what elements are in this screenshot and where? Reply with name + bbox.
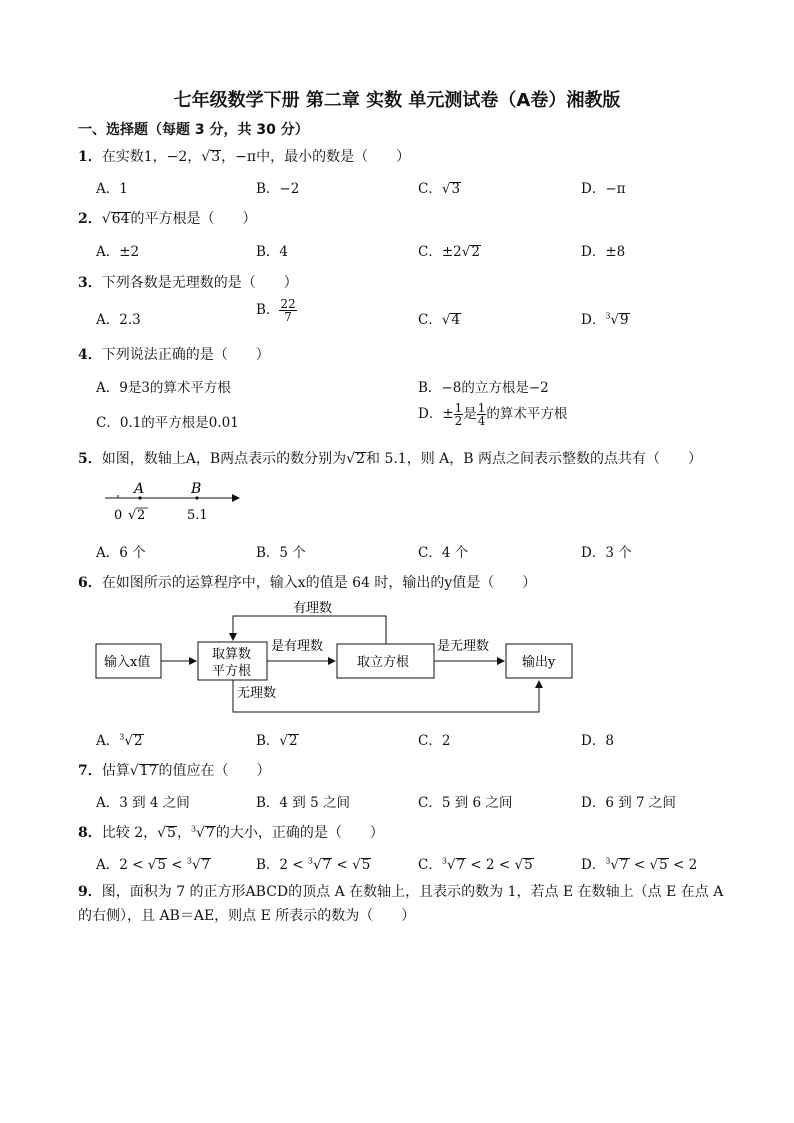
option-c[interactable]: C．4 个 xyxy=(418,545,469,561)
question-4 xyxy=(78,344,270,364)
option-label: D． xyxy=(581,857,606,873)
option-d[interactable]: D．8 xyxy=(581,733,614,749)
cbrt-label: 取立方根 xyxy=(357,655,410,670)
question-9 xyxy=(78,880,733,928)
option-text: 是 xyxy=(463,406,477,422)
page-title: 七年级数学下册 第二章 实数 单元测试卷（A卷）湘教版 xyxy=(173,90,621,111)
question-text: 下列各数是无理数的是（ ） xyxy=(101,275,298,291)
radicand: 2 xyxy=(471,244,480,260)
question-text: 的大小，正确的是（ ） xyxy=(215,825,384,841)
question-text: 的平方根是（ ） xyxy=(130,211,257,227)
option-label: D． xyxy=(581,312,606,328)
question-text: ，−π中，最小的数是（ ） xyxy=(221,149,411,165)
radicand: 3 xyxy=(451,181,461,197)
question-number: 6． xyxy=(78,575,102,591)
root-index: 3 xyxy=(441,856,447,866)
option-label: A．2 < xyxy=(96,857,144,873)
numerator: 22 xyxy=(280,297,296,311)
sqrt-label-line1: 取算数 xyxy=(212,647,252,662)
radicand: 4 xyxy=(451,312,461,328)
option-b[interactable]: B．−8的立方根是−2 xyxy=(418,380,549,396)
option-d[interactable]: D．$^3$√9 xyxy=(581,311,629,328)
question-number: 5． xyxy=(78,451,102,467)
question-5: 5．如图，数轴上A，B两点表示的数分别为√2和 5.1，则 A，B 两点之间表示整数的点共有（ ） xyxy=(78,451,703,467)
option-c[interactable]: C．$^3$√7 < 2 < √5 xyxy=(418,856,533,873)
option-b[interactable]: B．4 xyxy=(256,244,289,260)
option-label: B． xyxy=(256,733,280,749)
irrational-branch-label: 是无理数 xyxy=(437,639,490,654)
root-index: 3 xyxy=(186,856,192,866)
option-c[interactable]: C．5 到 6 之间 xyxy=(418,795,513,811)
radicand: 7 xyxy=(201,857,211,873)
radicand: 2 xyxy=(133,733,143,749)
rational-branch-label: 是有理数 xyxy=(271,639,324,654)
radicand: 9 xyxy=(620,312,629,328)
root-index: 3 xyxy=(605,311,611,321)
axis-arrow xyxy=(232,494,240,502)
question-3 xyxy=(78,272,298,292)
question-number: 9． xyxy=(78,884,102,900)
number-line-figure xyxy=(100,478,250,528)
question-text: 比较 2， xyxy=(101,825,158,841)
sqrt-sign: √ xyxy=(128,508,137,523)
sqrt-label-line2: 平方根 xyxy=(212,664,252,679)
option-d[interactable]: D．$^3$√7 < √5 < 2 xyxy=(581,856,698,873)
question-number: 2． xyxy=(78,211,102,227)
option-c[interactable]: C．√3 xyxy=(418,181,461,197)
option-b[interactable]: B．5 个 xyxy=(256,545,306,561)
option-label: D．± xyxy=(418,406,454,422)
question-text: 如图，数轴上A，B两点表示的数分别为 xyxy=(101,451,347,467)
option-label: C．±2 xyxy=(418,244,462,260)
question-1: 1．在实数1，−2，√3，−π中，最小的数是（ ） xyxy=(78,149,411,165)
root-index: 3 xyxy=(307,856,314,866)
option-label: A． xyxy=(96,733,120,749)
denominator: 4 xyxy=(477,414,486,428)
option-a[interactable]: A．2.3 xyxy=(96,312,141,328)
question-text: ， xyxy=(176,825,191,841)
radicand: 5 xyxy=(361,857,371,873)
radicand: 64 xyxy=(111,211,130,227)
question-text: 在实数 xyxy=(101,149,144,165)
option-d[interactable]: D．3 个 xyxy=(581,545,632,561)
radicand: 7 xyxy=(322,857,332,873)
option-c[interactable]: C．2 xyxy=(418,733,451,749)
question-number: 3． xyxy=(78,275,102,291)
option-text: 的算术平方根 xyxy=(486,406,568,422)
question-number: 1． xyxy=(78,149,102,165)
option-c[interactable]: C．0.1的平方根是0.01 xyxy=(96,415,239,431)
option-a[interactable]: A．2 < √5 < $^3$√7 xyxy=(96,856,211,873)
option-d[interactable]: D．±8 xyxy=(581,244,626,260)
radicand: 7 xyxy=(205,825,215,841)
fraction xyxy=(279,298,296,323)
label-a: A xyxy=(134,481,145,497)
option-b[interactable]: B．−2 xyxy=(256,181,300,197)
option-a[interactable]: A．9是3的算术平方根 xyxy=(96,380,231,396)
option-d[interactable]: D．6 到 7 之间 xyxy=(581,795,676,811)
question-6 xyxy=(78,572,536,592)
option-label: C． xyxy=(418,312,442,328)
option-a[interactable]: A．3 到 4 之间 xyxy=(96,795,190,811)
bypass-label: 无理数 xyxy=(237,686,277,701)
option-b[interactable]: B．4 到 5 之间 xyxy=(256,795,350,811)
radicand: 2 xyxy=(289,733,298,749)
option-b[interactable]: B．2 < $^3$√7 < √5 xyxy=(256,856,371,873)
option-d[interactable] xyxy=(418,402,567,427)
input-label: 输入x值 xyxy=(104,655,151,670)
label-zero: 0 xyxy=(114,508,123,523)
bypass-arrow xyxy=(233,680,539,712)
loop-label: 有理数 xyxy=(293,601,333,616)
option-a[interactable]: A．6 个 xyxy=(96,545,146,561)
option-label: B． xyxy=(256,302,280,318)
option-a[interactable]: A．±2 xyxy=(96,244,140,260)
radicand: 3 xyxy=(211,149,221,165)
question-8: 8．比较 2，√5，$^3$√7的大小，正确的是（ ） xyxy=(78,824,384,841)
question-text: 估算 xyxy=(101,763,130,779)
question-text: 下列说法正确的是（ ） xyxy=(101,347,270,363)
output-label: 输出y xyxy=(522,655,556,670)
question-text: 图，面积为 7 的正方形ABCD的顶点 A 在数轴上，且表示的数为 1，若点 E 在数轴上（点 E 在点 A 的右侧），且 AB＝AE，则点 E 所表示的数为（ ） xyxy=(78,884,724,924)
numerator: 1 xyxy=(477,401,486,415)
fraction xyxy=(477,402,487,427)
section-heading: 一、选择题（每题 3 分，共 30 分） xyxy=(78,122,309,138)
option-label: C． xyxy=(418,857,442,873)
question-2: 2．√64的平方根是（ ） xyxy=(78,211,257,227)
denominator: 7 xyxy=(284,310,292,324)
option-label: B．2 < xyxy=(256,857,304,873)
radicand: 5 xyxy=(524,857,533,873)
option-b[interactable]: B．√2 xyxy=(256,733,298,749)
root-index: 3 xyxy=(119,732,125,742)
option-b[interactable] xyxy=(256,298,297,323)
fraction xyxy=(454,402,464,427)
flowchart-figure xyxy=(90,600,590,722)
question-number: 8． xyxy=(78,825,102,841)
radicand: 2 xyxy=(356,451,365,467)
label-b: B xyxy=(191,481,202,497)
question-text: 和 5.1，则 A，B 两点之间表示整数的点共有（ ） xyxy=(366,451,703,467)
radicand: 7 xyxy=(620,857,629,873)
label-sqrt2: 2 xyxy=(137,508,146,523)
option-a[interactable]: A．1 xyxy=(96,181,128,197)
radicand: 5 xyxy=(167,825,176,841)
option-a[interactable]: A．$^3$√2 xyxy=(96,732,143,749)
option-d[interactable]: D．−π xyxy=(581,181,626,197)
question-7: 7．估算√17的值应在（ ） xyxy=(78,763,271,779)
question-text: 的值应在（ ） xyxy=(158,763,271,779)
option-c[interactable]: C．√4 xyxy=(418,312,461,328)
question-number: 4． xyxy=(78,347,102,363)
root-index: 3 xyxy=(190,824,197,834)
radicand: 5 xyxy=(157,857,166,873)
radicand: 7 xyxy=(456,857,466,873)
option-c[interactable]: C．±2√2 xyxy=(418,244,480,260)
question-number: 7． xyxy=(78,763,102,779)
radicand: 17 xyxy=(139,763,158,779)
question-text: 在如图所示的运算程序中，输入x的值是 64 时，输出的y值是（ ） xyxy=(101,575,537,591)
option-label: C． xyxy=(418,181,442,197)
numerator: 1 xyxy=(454,401,463,415)
radicand: 5 xyxy=(659,857,668,873)
root-index: 3 xyxy=(605,856,611,866)
denominator: 2 xyxy=(454,414,463,428)
label-b-value: 5.1 xyxy=(187,508,208,523)
question-text: 1，−2， xyxy=(143,149,202,165)
